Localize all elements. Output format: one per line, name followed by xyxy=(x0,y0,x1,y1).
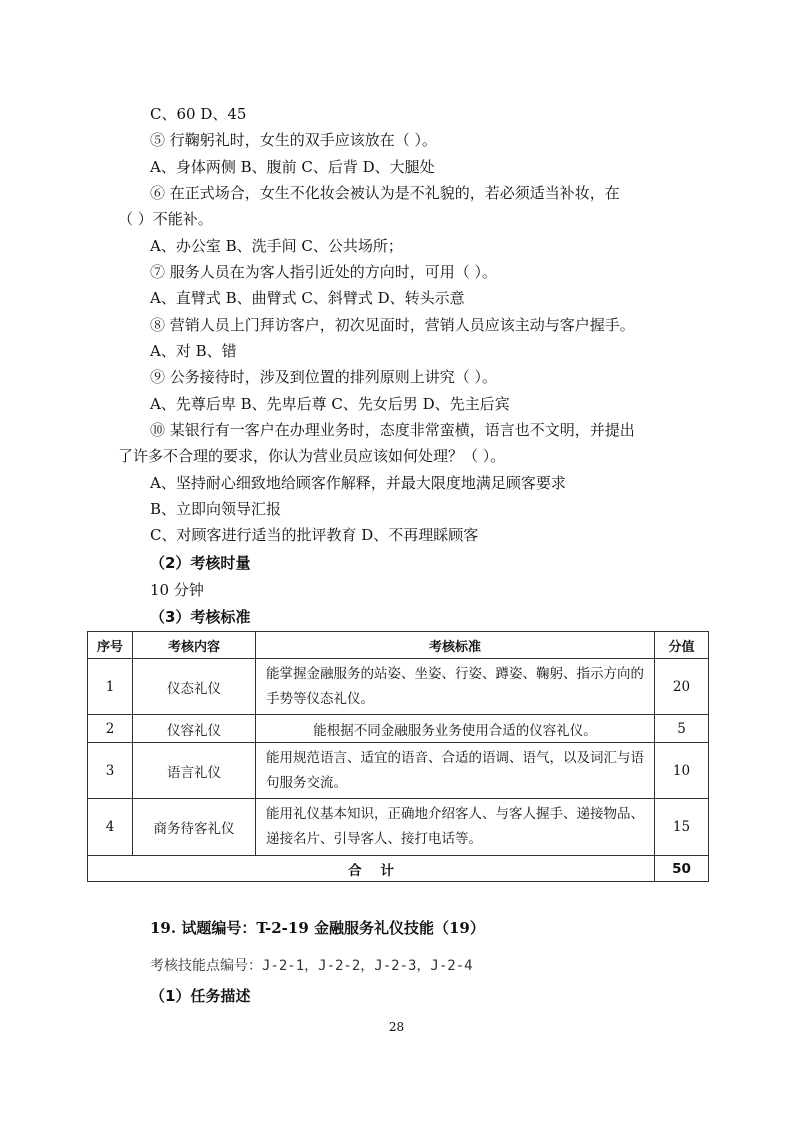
item-19-title: 19. 试题编号：T-2-19 金融服务礼仪技能（19） xyxy=(150,919,485,937)
total-value: 50 xyxy=(655,856,709,882)
page-number: 28 xyxy=(388,1020,405,1034)
header-standard: 考核标准 xyxy=(256,632,655,659)
row-content: 仪态礼仪 xyxy=(133,659,256,715)
option-line: C、60 D、45 xyxy=(150,105,247,123)
option-line: B、立即向领导汇报 xyxy=(150,500,282,518)
header-content: 考核内容 xyxy=(133,632,256,659)
question-10-cont: 了许多不合理的要求，你认为营业员应该如何处理？（ ）。 xyxy=(118,447,506,465)
row-score: 10 xyxy=(655,743,709,799)
total-label: 合 计 xyxy=(88,856,655,882)
row-standard: 能掌握金融服务的站姿、坐姿、行姿、蹲姿、鞠躬、指示方向的手势等仪态礼仪。 xyxy=(256,659,655,715)
option-line: A、对 B、错 xyxy=(150,342,237,360)
question-9: ⑨ 公务接待时，涉及到位置的排列原则上讲究（ ）。 xyxy=(150,368,498,386)
duration-value: 10 分钟 xyxy=(150,581,204,599)
skill-points: 考核技能点编号：J-2-1，J-2-2，J-2-3，J-2-4 xyxy=(150,958,473,974)
question-6: ⑥ 在正式场合，女生不化妆会被认为是不礼貌的，若必须适当补妆，在 xyxy=(150,184,620,202)
option-line: A、坚持耐心细致地给顾客作解释，并最大限度地满足顾客要求 xyxy=(150,474,566,492)
option-line: C、对顾客进行适当的批评教育 D、不再理睬顾客 xyxy=(150,526,479,544)
row-score: 20 xyxy=(655,659,709,715)
row-standard: 能用规范语言、适宜的语音、合适的语调、语气，以及词汇与语句服务交流。 xyxy=(256,743,655,799)
assessment-table xyxy=(87,631,709,882)
table-header-row xyxy=(88,632,709,659)
row-standard: 能用礼仪基本知识，正确地介绍客人、与客人握手、递接物品、递接名片、引导客人、接打电话等。 xyxy=(256,799,655,856)
table-row xyxy=(88,715,709,743)
row-score: 15 xyxy=(655,799,709,856)
section-heading-standard: （3）考核标准 xyxy=(150,608,251,626)
option-line: A、身体两侧 B、腹前 C、后背 D、大腿处 xyxy=(150,158,435,176)
table-row xyxy=(88,659,709,715)
header-score: 分值 xyxy=(655,632,709,659)
row-no: 3 xyxy=(88,743,133,799)
row-no: 4 xyxy=(88,799,133,856)
header-no: 序号 xyxy=(88,632,133,659)
task-heading: （1）任务描述 xyxy=(150,987,251,1005)
question-5: ⑤ 行鞠躬礼时，女生的双手应该放在（ ）。 xyxy=(150,131,438,149)
row-content: 仪容礼仪 xyxy=(133,715,256,743)
row-standard: 能根据不同金融服务业务使用合适的仪容礼仪。 xyxy=(256,715,655,743)
row-score: 5 xyxy=(655,715,709,743)
table-total-row xyxy=(88,856,709,882)
question-8: ⑧ 营销人员上门拜访客户，初次见面时，营销人员应该主动与客户握手。 xyxy=(150,316,635,334)
option-line: A、办公室 B、洗手间 C、公共场所； xyxy=(150,237,403,255)
section-heading-duration: （2）考核时量 xyxy=(150,554,251,572)
table-row xyxy=(88,743,709,799)
row-no: 1 xyxy=(88,659,133,715)
question-6-cont: （ ）不能补。 xyxy=(118,210,213,228)
row-content: 商务待客礼仪 xyxy=(133,799,256,856)
option-line: A、先尊后卑 B、先卑后尊 C、先女后男 D、先主后宾 xyxy=(150,395,510,413)
row-no: 2 xyxy=(88,715,133,743)
row-content: 语言礼仪 xyxy=(133,743,256,799)
table-row xyxy=(88,799,709,856)
question-10: ⑩ 某银行有一客户在办理业务时，态度非常蛮横，语言也不文明，并提出 xyxy=(150,421,635,439)
option-line: A、直臂式 B、曲臂式 C、斜臂式 D、转头示意 xyxy=(150,289,465,307)
question-7: ⑦ 服务人员在为客人指引近处的方向时，可用（ ）。 xyxy=(150,263,498,281)
